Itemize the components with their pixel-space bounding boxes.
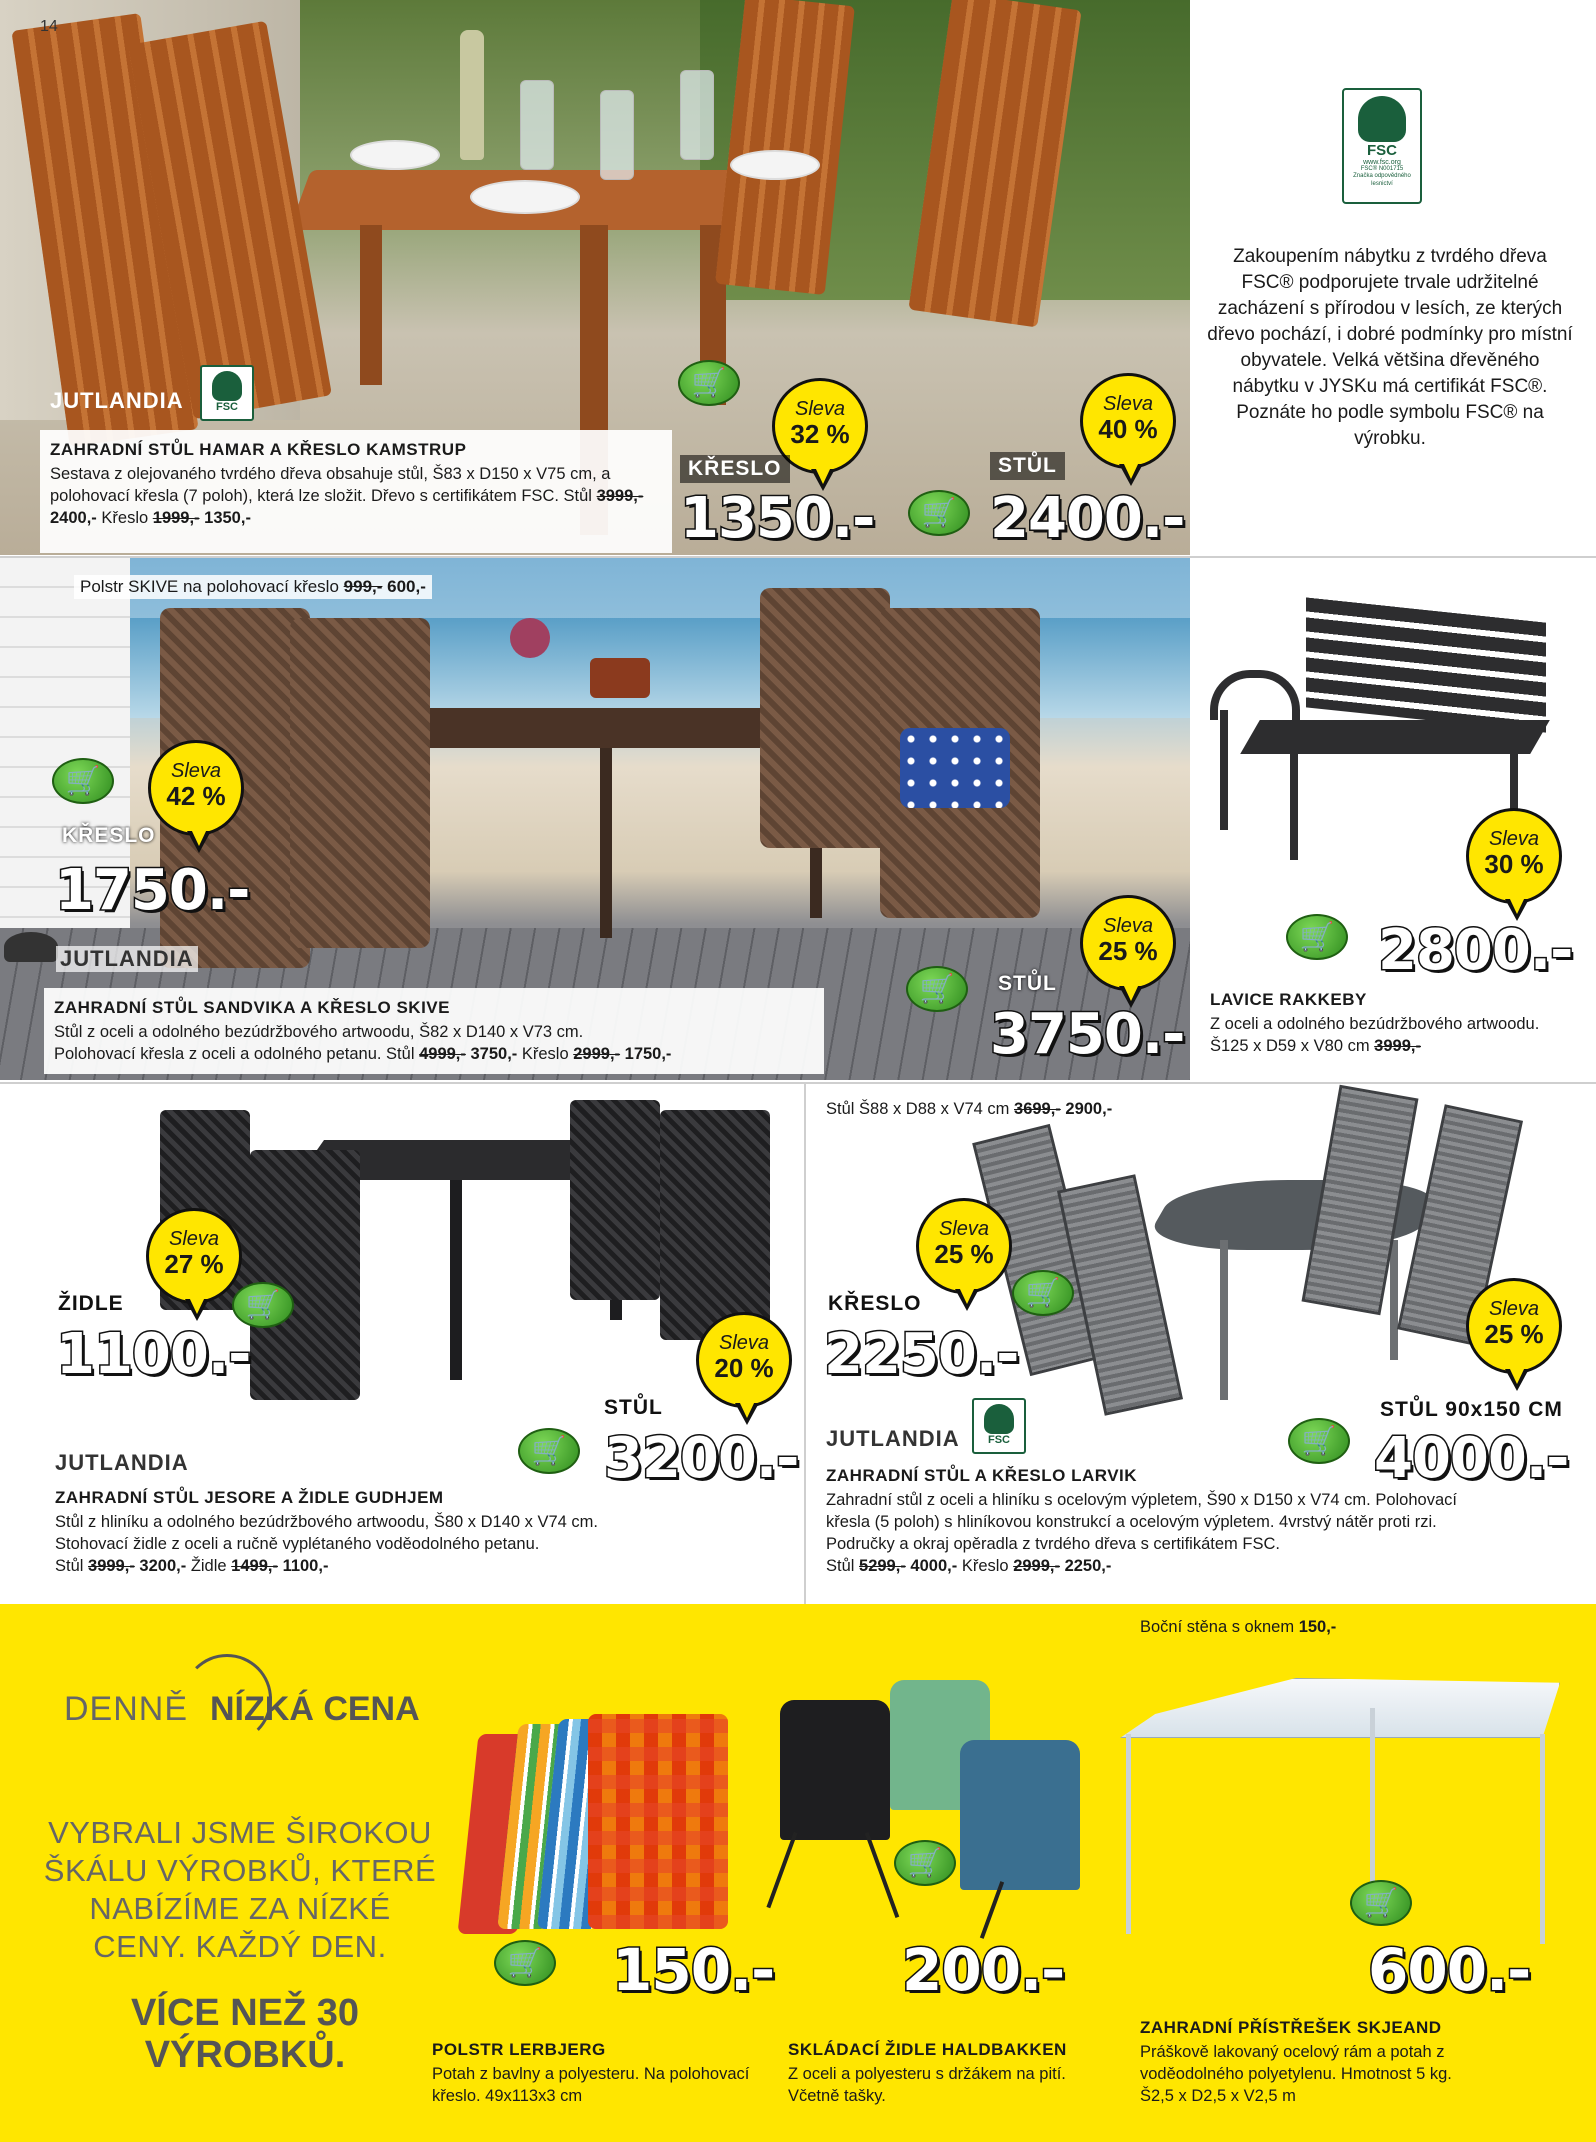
larvik-desc2: křesla (5 poloh) s hliníkovou konstrukcí a ocelovým výpletem. 4vrstvý nátěr proti rzi. (826, 1513, 1437, 1531)
promo-logo-right: NÍZKÁ CENA (210, 1690, 420, 1728)
glass (680, 70, 714, 160)
flowers (510, 618, 550, 658)
jesore-table-sleva (696, 1312, 792, 1408)
sleva-label: Sleva (170, 760, 222, 782)
hamar-old-table: 3999,- (596, 487, 644, 505)
cart-icon[interactable]: 🛒 (894, 1840, 956, 1886)
promo-more: VÍCE NEŽ 30 VÝROBKŮ. (130, 1992, 360, 2076)
sandvika-table-label: STŮL (998, 972, 1057, 995)
divider (0, 1082, 1596, 1084)
fsc-logo-caption: Značka odpovědného lesnictví (1353, 173, 1411, 187)
divider (804, 1084, 806, 1604)
sandvika-brand: JUTLANDIA (56, 946, 198, 972)
sleva-label: Sleva (1102, 393, 1154, 415)
sleva-pct: 20 % (714, 1353, 774, 1383)
hamar-table-label: STŮL (990, 452, 1065, 480)
larvik-table-label: STŮL 90x150 CM (1380, 1398, 1563, 1421)
table-leg (1220, 1240, 1228, 1400)
table-leg (600, 748, 612, 938)
larvik-old-chair: 2999,- (1013, 1557, 1060, 1575)
skive-cushion-text: Polstr SKIVE na polohovací křeslo (80, 577, 339, 596)
jesore-chair-label: ŽIDLE (58, 1292, 124, 1315)
rakkeby-old: 3999,- (1374, 1037, 1421, 1055)
jesore-old-chair: 1499,- (231, 1557, 278, 1575)
sleva-label: Sleva (1488, 828, 1540, 850)
rakkeby-info (1210, 990, 1570, 1057)
larvik-chair-word: Křeslo (961, 1557, 1009, 1575)
promo-gazebo-info (1140, 2018, 1470, 2107)
cushion-check (588, 1714, 728, 1929)
wicker-chair (660, 1110, 770, 1340)
larvik-table-price: 4000.- (1374, 1426, 1569, 1491)
hamar-desc-text: Sestava z olejovaného tvrdého dřeva obsahuje stůl, Š83 x D150 x V75 cm, a polohovací křesla (7 poloh), která lze složit. Dřevo s certifikátem FSC. Stůl (50, 465, 611, 505)
promo-chairs (760, 1680, 1100, 1930)
glass (520, 80, 554, 170)
jesore-chair-sleva (146, 1208, 242, 1304)
hamar-desc (50, 463, 662, 529)
hamar-brand: JUTLANDIA (50, 388, 184, 413)
cart-icon[interactable]: 🛒 (494, 1940, 556, 1986)
fsc-logo-text: FSC (1367, 142, 1397, 159)
larvik-chair-price: 2250.- (824, 1322, 1019, 1387)
promo-gazebo-note-price: 150,- (1298, 1618, 1337, 1636)
jesore-new-chair: 1100,- (282, 1557, 329, 1575)
bubble-tail (185, 1299, 209, 1321)
bench-seat (1240, 720, 1550, 754)
bench-back (1306, 597, 1546, 732)
fsc-logo-code: FSC® N001715 (1360, 166, 1404, 172)
bubble-tail (735, 1403, 759, 1425)
promo-chair-title: SKLÁDACÍ ŽIDLE HALDBAKKEN (788, 2040, 1067, 2059)
promo-gazebo-note-text: Boční stěna s oknem (1140, 1618, 1295, 1636)
larvik-table-note-new: 2900,- (1065, 1100, 1113, 1118)
wicker-chair (760, 588, 890, 848)
promo-gazebo-title: ZAHRADNÍ PŘÍSTŘEŠEK SKJEAND (1140, 2018, 1442, 2037)
hamar-chair-label: KŘESLO (680, 455, 790, 483)
table-leg (360, 225, 382, 385)
promo-cushion-price: 150.- (612, 1936, 775, 2004)
plate (730, 150, 820, 180)
sandvika-chair-sleva (148, 740, 244, 836)
fsc-logo (1342, 88, 1422, 204)
cart-icon[interactable]: 🛒 (906, 966, 968, 1012)
sleva-label: Sleva (1488, 1298, 1540, 1320)
promo-cushion-info (432, 2040, 752, 2107)
larvik-desc4-line (826, 1555, 1586, 1577)
cart-icon[interactable]: 🛒 (908, 490, 970, 536)
tree-icon (212, 371, 242, 401)
promo-chair-price: 200.- (902, 1936, 1065, 2004)
promo-banner (0, 1604, 1596, 2142)
cart-icon[interactable]: 🛒 (1288, 1418, 1350, 1464)
larvik-furniture (990, 1090, 1550, 1420)
rakkeby-price: 2800.- (1378, 918, 1573, 983)
gazebo-pole (1540, 1734, 1545, 1944)
hat-icon (4, 932, 58, 962)
hamar-table-price: 2400.- (990, 486, 1185, 551)
larvik-desc4: Stůl (826, 1557, 855, 1575)
gazebo-pole (1370, 1708, 1375, 1888)
hamar-old-chair: 1999,- (152, 509, 200, 527)
chair-leg (766, 1832, 797, 1909)
jesore-chair-price: 1100.- (56, 1322, 251, 1387)
wicker-chair (250, 1150, 360, 1400)
plate (350, 140, 440, 170)
table-top (1140, 1180, 1450, 1250)
promo-logo-left: DENNĚ (64, 1690, 189, 1728)
larvik-title: ZAHRADNÍ STŮL A KŘESLO LARVIK (826, 1466, 1138, 1485)
promo-cushions (448, 1704, 738, 1944)
bubble-tail (1119, 464, 1143, 486)
sleva-pct: 30 % (1484, 849, 1544, 879)
sandvika-old-chair: 2999,- (573, 1045, 621, 1063)
sandvika-desc1: Stůl z oceli a odolného bezúdržbového artwoodu, Š82 x D140 x V73 cm. (54, 1023, 584, 1041)
larvik-desc3: Područky a okraj opěradla z tvrdého dřeva s certifikátem FSC. (826, 1535, 1280, 1553)
promo-cushion-desc: Potah z bavlny a polyesteru. Na polohovací křeslo. 49x113x3 cm (432, 2065, 750, 2105)
larvik-table-note-old: 3699,- (1014, 1100, 1061, 1118)
sandvika-new-chair: 1750,- (624, 1045, 672, 1063)
hamar-fsc-badge (200, 365, 254, 421)
bench-leg (1220, 710, 1228, 830)
jesore-desc1: Stůl z hliníku a odolného bezúdržbového artwoodu, Š80 x D140 x V74 cm. (55, 1513, 599, 1531)
cushion (900, 728, 1010, 808)
larvik-fsc-text: FSC (988, 1434, 1010, 1446)
promo-chair-info (788, 2040, 1108, 2107)
cart-icon[interactable]: 🛒 (1350, 1880, 1412, 1926)
sandvika-chair-label: KŘESLO (62, 824, 156, 847)
table-leg (450, 1180, 462, 1380)
cart-icon[interactable]: 🛒 (518, 1428, 580, 1474)
folding-chair-black (780, 1700, 890, 1840)
promo-gazebo-price: 600.- (1368, 1936, 1531, 2004)
larvik-fsc-badge (972, 1398, 1026, 1454)
bench-leg (1290, 750, 1298, 860)
larvik-brand: JUTLANDIA (826, 1426, 960, 1451)
sandvika-title: ZAHRADNÍ STŮL SANDVIKA A KŘESLO SKIVE (54, 998, 450, 1017)
jesore-old-table: 3999,- (88, 1557, 135, 1575)
skive-cushion-note (74, 575, 432, 599)
gazebo-roof (1120, 1678, 1560, 1738)
skive-cushion-old: 999,- (343, 577, 383, 596)
glass (600, 90, 634, 180)
sandvika-chair-word: Křeslo (521, 1045, 569, 1063)
tree-icon (1358, 96, 1406, 142)
gazebo-pole (1126, 1734, 1131, 1934)
larvik-new-chair: 2250,- (1064, 1557, 1112, 1575)
jesore-desc3-line (55, 1555, 795, 1577)
rakkeby-desc-line (1210, 1013, 1570, 1057)
promo-headline: VYBRALI JSME ŠIROKOU ŠKÁLU VÝROBKŮ, KTERÉ NABÍZÍME ZA NÍZKÉ CENY. KAŽDÝ DEN. (43, 1815, 437, 1964)
sleva-pct: 27 % (164, 1249, 224, 1279)
cake (590, 658, 650, 698)
skive-cushion-new: 600,- (387, 577, 426, 596)
sleva-label: Sleva (168, 1228, 220, 1250)
cart-icon[interactable]: 🛒 (1286, 914, 1348, 960)
sandvika-chair-price: 1750.- (55, 858, 250, 923)
cart-icon[interactable]: 🛒 (678, 360, 740, 406)
larvik-info (826, 1466, 1586, 1577)
hamar-new-chair: 1350,- (204, 509, 251, 527)
sleva-pct: 25 % (934, 1239, 994, 1269)
sandvika-desc2: Polohovací křesla z oceli a odolného petanu. Stůl (54, 1045, 415, 1063)
sandvika-new-table: 3750,- (470, 1045, 518, 1063)
sleva-label: Sleva (794, 398, 846, 420)
promo-gazebo-desc: Práškově lakovaný ocelový rám a potah z voděodolného polyetylenu. Hmotnost 5 kg. Š2,5 x D2,5 x V2,5 m (1140, 2043, 1452, 2105)
cart-icon[interactable]: 🛒 (1012, 1270, 1074, 1316)
bubble-tail (955, 1289, 979, 1311)
hamar-chair-word: Křeslo (101, 509, 149, 527)
jesore-info (55, 1488, 795, 1577)
sleva-label: Sleva (1102, 915, 1154, 937)
jesore-chair-word: Židle (190, 1557, 227, 1575)
jesore-brand: JUTLANDIA (55, 1450, 189, 1475)
larvik-desc1: Zahradní stůl z oceli a hliníku s ocelovým výpletem, Š90 x D150 x V74 cm. Polohovací (826, 1491, 1457, 1509)
page-number: 14 (40, 18, 58, 35)
sandvika-desc2-line (54, 1043, 814, 1065)
rakkeby-sleva (1466, 808, 1562, 904)
folding-chair-blue (960, 1740, 1080, 1890)
tree-icon (984, 1404, 1014, 1434)
bottle (460, 30, 484, 160)
hamar-new-table: 2400,- (50, 509, 97, 527)
hamar-chair-price: 1350.- (680, 486, 875, 551)
larvik-old-table: 5299,- (859, 1557, 906, 1575)
promo-logo (64, 1654, 424, 1744)
sleva-pct: 42 % (166, 781, 226, 811)
hamar-fsc-text: FSC (216, 401, 238, 413)
hamar-title: ZAHRADNÍ STŮL HAMAR A KŘESLO KAMSTRUP (50, 440, 467, 459)
jesore-desc3: Stůl (55, 1557, 84, 1575)
rakkeby-desc: Z oceli a odolného bezúdržbového artwoodu. Š125 x D59 x V80 cm (1210, 1015, 1540, 1055)
promo-cushion-title: POLSTR LERBJERG (432, 2040, 606, 2059)
sleva-label: Sleva (718, 1332, 770, 1354)
sandvika-table-price: 3750.- (990, 1002, 1185, 1067)
bubble-tail (1505, 1369, 1529, 1391)
jesore-new-table: 3200,- (139, 1557, 187, 1575)
fsc-logo-url: www.fsc.org (1363, 159, 1401, 166)
promo-chair-desc: Z oceli a polyesteru s držákem na pití. Včetně tašky. (788, 2065, 1066, 2105)
plate (470, 180, 580, 214)
promo-gazebo (1120, 1648, 1570, 1948)
promo-gazebo-note (1140, 1618, 1336, 1637)
larvik-chair-sleva (916, 1198, 1012, 1294)
hamar-table-sleva (1080, 373, 1176, 469)
fsc-note: Zakoupením nábytku z tvrdého dřeva FSC® podporujete trvale udržitelné zacházení s přírodou v lesích, ze kterých dřevo pochází, i dobré podmínky pro místní obyvatele. Velká většina dřevěného nábytku v JYSKu má certifikát FSC®. Poznáte ho podle symbolu FSC® na výrobku. (1207, 246, 1573, 449)
wicker-chair (570, 1100, 660, 1300)
table-leg (1390, 1240, 1398, 1360)
rakkeby-bench (1210, 600, 1570, 840)
sleva-pct: 32 % (790, 419, 850, 449)
larvik-table-note-text: Stůl Š88 x D88 x V74 cm (826, 1100, 1010, 1118)
cart-icon[interactable]: 🛒 (52, 758, 114, 804)
jesore-table-label: STŮL (604, 1396, 663, 1419)
sandvika-old-table: 4999,- (419, 1045, 466, 1063)
jesore-title: ZAHRADNÍ STŮL JESORE A ŽIDLE GUDHJEM (55, 1488, 444, 1507)
larvik-table-sleva (1466, 1278, 1562, 1374)
wicker-chair (290, 618, 430, 948)
sandvika-table-sleva (1080, 895, 1176, 991)
jesore-desc2: Stohovací židle z oceli a ručně vyplétaného voděodolného petanu. (55, 1535, 540, 1553)
sleva-pct: 25 % (1098, 936, 1158, 966)
sleva-pct: 40 % (1098, 414, 1158, 444)
sleva-label: Sleva (938, 1218, 990, 1240)
chair-leg (865, 1832, 900, 1918)
larvik-new-table: 4000,- (910, 1557, 958, 1575)
sleva-pct: 25 % (1484, 1319, 1544, 1349)
rakkeby-title: LAVICE RAKKEBY (1210, 990, 1367, 1009)
jesore-table-price: 3200.- (604, 1426, 799, 1491)
sandvika-info (44, 988, 824, 1074)
cart-icon[interactable]: 🛒 (232, 1282, 294, 1328)
bubble-tail (187, 831, 211, 853)
larvik-chair-label: KŘESLO (828, 1292, 922, 1315)
hamar-info (40, 430, 672, 553)
